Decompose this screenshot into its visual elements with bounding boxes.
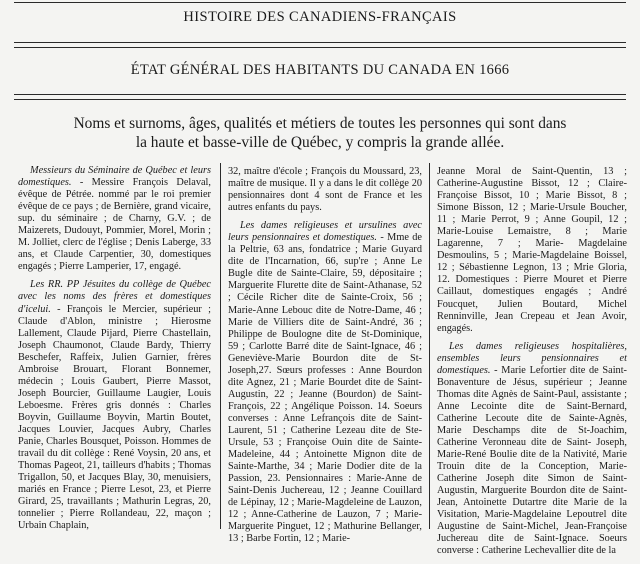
paragraph-heading: Les RR. PP Jésuites du collège de Québec avec les noms des frères et domestiques d'icelui. bbox=[18, 279, 211, 315]
paragraph-seminaire bbox=[18, 165, 211, 273]
text-column-1 bbox=[18, 165, 211, 538]
paragraph-text: 32, maître d'école ; François du Moussard, 23, maître de musique. Il y a dans le dit collège 20 pensionnaires dont 4 sont de France et les autres enfants du pays. bbox=[228, 166, 422, 214]
paragraph-text: - Marie Lefortier dite de Saint-Bonaventure de Jésus, supérieur ; Jeanne Thomas dite Agnès de Saint-Paul, assistante ; Anne Lecointe dite de Saint-Bernard, Catherine Lecoute dite de Sainte-Agnès, Marie Deschamps dite de St-Joachim, Catherine Veronneau dite de Saint- Joseph, Marie-René Boulie dite de la Nativité, Marie Trouin dite de la Conception, Marie-Catherine Joseph dite Simon de Saint-Augustin, Marguerite Bourdon dite de Saint-Jean, Antoinette Dutartre dite Marie de la Visitation, Marie-Magdelaine Lepoutrel dite Augustine de Saint-Michel, Jean-Françoise Juchereau dite de Saint-Ignace. Soeurs converse : Catherine Lechevallier dite de la bbox=[437, 364, 627, 557]
subtitle: Noms et surnoms, âges, qualités et métiers de toutes les personnes qui sont dans la haute et basse-ville de Québec, y compris la grande allée. bbox=[73, 115, 567, 151]
text-column-3 bbox=[437, 166, 627, 564]
paragraph-ursulines bbox=[228, 220, 422, 545]
column-divider-2 bbox=[429, 163, 430, 529]
paragraph-hospitalieres bbox=[437, 341, 627, 558]
paragraph-jesuites bbox=[18, 279, 211, 532]
running-head: HISTOIRE DES CANADIENS-FRANÇAIS bbox=[183, 9, 457, 25]
paragraph-text: - Messire François Delaval, évêque de Pétrée. nommé par le roi premier évêque de ce pays ; de Bernière, grand vicaire, sup. du séminaire ; de Charny, G.V. ; de Maizerets, Dudouyt, Pommier, Morel, Morin ; M. Jolliet, clerc de l'église ; Denis Laberge, 33 ans, et Claude Carpentier, 30, domestiques engagés ; Pierre Lamperier, 17, engagé. bbox=[18, 177, 211, 273]
column-divider-1 bbox=[220, 163, 221, 529]
header-rule-lower bbox=[14, 47, 626, 48]
top-rule bbox=[14, 2, 626, 3]
title-rule-lower bbox=[14, 99, 626, 100]
paragraph-text: - François le Mercier, supérieur ; Claude d'Ablon, ministre ; Hierosme Lallement, Claude Pijard, Pierre Chastellain, Joseph Chaumonot, Claude Bardy, Thierry Beschefer, Raffeix, Julien Garnier, frères Ambroise Brouart, Florant Bonnemer, médecin ; Louis Gaubert, Pierre Massot, Joseph Bourcier, Guillaume Laugier, Louis Leboesme. Frères gris donnés : Charles Boyvin, Guillaume Boyvin, Martin Boutet, Jacques Louvier, Jacques Aubry, Charles Panie, Charles Bousquet, Poisson. Hommes de travail du dit collège : René Voysin, 20 ans, et Thomas Pageot, 21, tailleurs d'habits ; Thomas Trigallon, 50, et Jacques Blay, 30, menuisiers, mariés en France ; Pierre Lesot, 23, et Pierre Girard, 25, travaillants ; Mathurin Legras, 20, tonnelier ; Pierre Rollandeau, 22, maçon ; Urbain Chaplain, bbox=[18, 303, 211, 532]
section-title: ÉTAT GÉNÉRAL DES HABITANTS DU CANADA EN 1666 bbox=[130, 62, 510, 78]
paragraph-heading: Les dames religieuses hospitalières, ensembles leurs pensionnaires et domestiques. bbox=[437, 340, 627, 376]
paragraph-heading: Les dames religieuses et ursulines avec leurs pensionnaires et domestiques. bbox=[228, 220, 422, 244]
paragraph-text: - Mme de la Peltrie, 63 ans, fondatrice ; Marie Guyard dite de l'Incarnation, 66, sup're ; Anne Le Bugle dite de Sainte-Claire, 59, dépositaire ; Marguerite Flurette dite de Saint-Athanase, 52 ; Cécile Richer dite de Sainte-Croix, 56 ; Marie-Anne Lebouc dite de Notre-Dame, 46 ; Marie de Villiers dite de Saint-André, 36 ; Philippe de Boulogne dite de St-Dominique, 59 ; Carlotte Barré dite de Saint-Ignace, 46 ; Geneviève-Marie Bourdon dite de St-Joseph,27. Sœurs professes : Anne Bourdon dite Agnez, 21 ; Marie Bourdet dite de Saint-Augustin, 22 ; Jeanne (Bourdon) de Saint-François, 22 ; Angélique Poisson. 14. Soeurs converses : Anne Lefrançois dite de Saint- Laurent, 51 ; Catherine Lezeau dite de Ste-Ursule, 53 ; Françoise Ouin dite de Sainte-Madeleine, 44 ; Antoinette Mignon dite de Sainte-Marthe, 34 ; Marie Dodier dite de la Passion, 23. Pensionnaires : Marie-Anne de Saint-Denis Juchereau, 12 ; Jeanne Couillard de Lépinay, 12 ; Marie-Magdeleine de Lauzon, 12 ; Anne-Catherine de Lauzon, 7 ; Marie-Marguerite Pinguet, 12 ; Mathurine Bellanger, 13 ; Barbe Fortin, 12 ; Marie- bbox=[228, 232, 423, 545]
paragraph-continuation bbox=[437, 166, 627, 335]
paragraph-heading: Messieurs du Séminaire de Québec et leurs domestiques. bbox=[18, 165, 211, 189]
paragraph-continuation bbox=[228, 166, 422, 214]
text-column-2 bbox=[228, 166, 422, 551]
paragraph-text: Jeanne Moral de Saint-Quentin, 13 ; Catherine-Augustine Bissot, 12 ; Claire-Françoise Bissot, 10 ; Marie Bissot, 8 ; Simone Bisson, 12 ; Marie-Ursule Boucher, 11 ; Marie Perrot, 9 ; Anne Goupil, 12 ; Marie-Louise Lemaistre, 8 ; Marie Lagarenne, 7 ; Marie- Magdelaine Desmoulins, 5 ; Marie-Magdelaine Boissel, 12 ; Sébastienne Legnon, 13 ; Mrie Gloria, 12. Domestiques : Pierre Mouret et Pierre Caillaut, domestiques engagés ; André Foucquet, Julien Boutard, Michel Renninville, Jean Crepeau et Jean Avoir, engagés. bbox=[437, 166, 627, 334]
header-rule-upper bbox=[14, 42, 626, 43]
title-rule-upper bbox=[14, 94, 626, 95]
